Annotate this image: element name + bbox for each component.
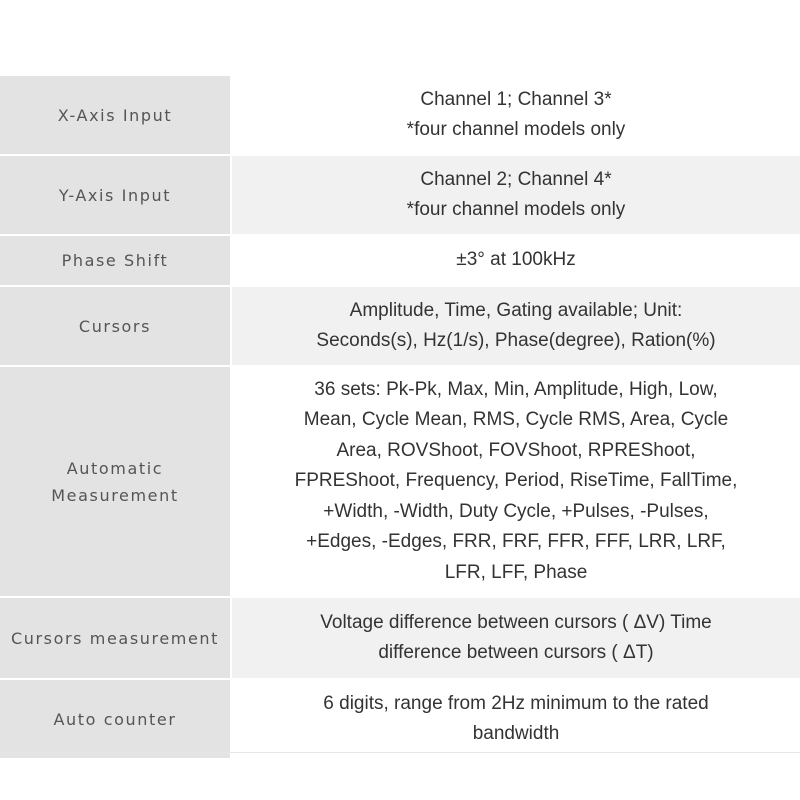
spec-table: [0, 76, 800, 758]
spec-value-cell: [232, 598, 800, 678]
table-bottom-divider: [0, 752, 800, 753]
spec-row-y-axis-input: [0, 156, 800, 236]
spec-label: Cursors: [0, 287, 232, 365]
spec-value-cell: [232, 287, 800, 365]
spec-value-cell: [232, 156, 800, 234]
spec-row-phase-shift: [0, 236, 800, 287]
spec-value: Voltage difference between cursors ( ΔV) Time difference between cursors ( ΔT): [320, 611, 712, 663]
spec-row-automatic-measurement: [0, 367, 800, 598]
spec-value-cell: [232, 367, 800, 596]
spec-row-cursors-measurement: [0, 598, 800, 680]
spec-label: Automatic Measurement: [0, 367, 232, 596]
spec-value: Channel 2; Channel 4* *four channel models only: [406, 168, 626, 220]
spec-value: Channel 1; Channel 3* *four channel models only: [406, 88, 626, 140]
spec-value-cell: [232, 76, 800, 154]
spec-value-cell: [232, 236, 800, 285]
spec-label: X-Axis Input: [0, 76, 232, 154]
spec-label: Y-Axis Input: [0, 156, 232, 234]
spec-row-cursors: [0, 287, 800, 367]
spec-label: Phase Shift: [0, 236, 232, 285]
spec-row-x-axis-input: [0, 76, 800, 156]
spec-value: 36 sets: Pk-Pk, Max, Min, Amplitude, High, Low, Mean, Cycle Mean, RMS, Cycle RMS, Area, Cycle Area, ROVShoot, FOVShoot, RPREShoot, FPREShoot, Frequency, Period, RiseTime, FallTime, +Width, -Width, Duty Cycle, +Pulses, -Pulses, +Edges, -Edges, FRR, FRF, FFR, FFF, LRR, LRF, LFR, LFF, Phase: [294, 378, 738, 583]
spec-row-auto-counter: [0, 680, 800, 758]
spec-value-cell: [232, 680, 800, 758]
spec-value: ±3° at 100kHz: [456, 249, 576, 271]
spec-value: Amplitude, Time, Gating available; Unit: Seconds(s), Hz(1/s), Phase(degree), Ration(%): [316, 299, 716, 351]
spec-label: Cursors measurement: [0, 598, 232, 678]
spec-label: Auto counter: [0, 680, 232, 758]
spec-value: 6 digits, range from 2Hz minimum to the rated bandwidth: [323, 692, 709, 744]
